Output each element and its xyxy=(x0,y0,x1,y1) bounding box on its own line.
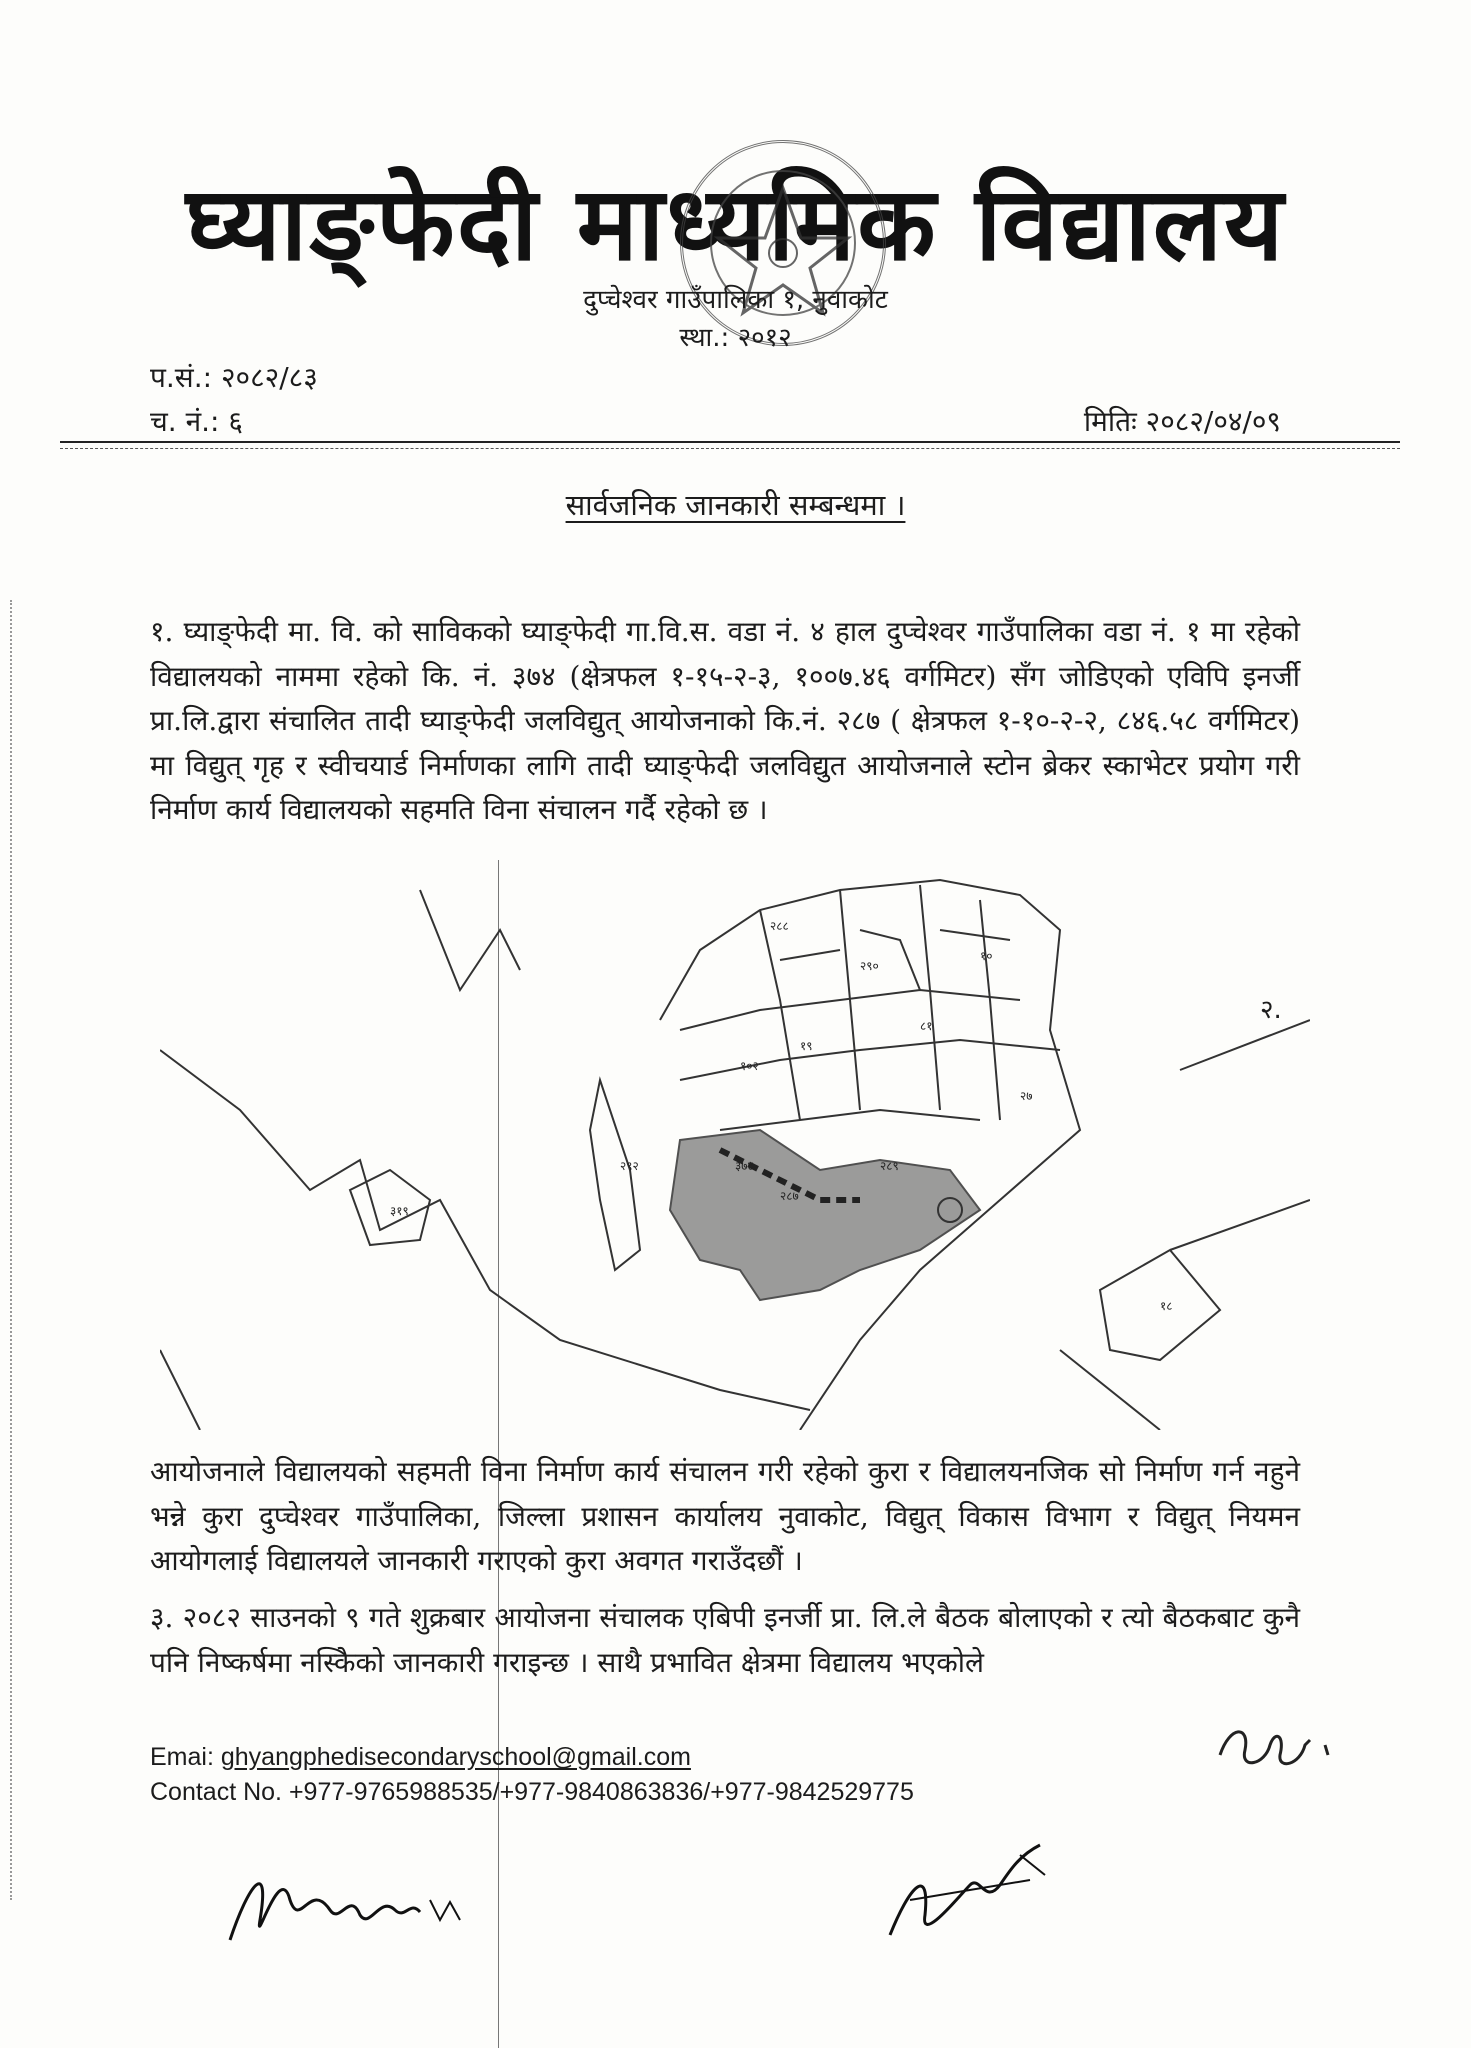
reference-number: प.सं.: २०८२/८३ xyxy=(150,361,318,394)
map-parcel-number: १०२ xyxy=(740,1059,759,1073)
scan-edge-mark xyxy=(10,600,12,1900)
map-parcel-number: १९ xyxy=(800,1039,813,1053)
established-year: स्था.: २०१२ xyxy=(679,323,792,353)
map-parcel-number: १८ xyxy=(1160,1299,1173,1313)
header-divider xyxy=(60,441,1400,443)
dispatch-number: च. नं.: ६ xyxy=(150,405,243,438)
map-parcel-number: २८७ xyxy=(780,1189,799,1203)
map-parcel-number: ८१ xyxy=(920,1019,933,1033)
map-parcel-number: २८८ xyxy=(770,919,789,933)
map-parcel-number: २७ xyxy=(1020,1089,1033,1103)
map-parcel-number: ३७४ xyxy=(735,1159,754,1173)
paragraph-1: १. घ्याङ्फेदी मा. वि. को साविकको घ्याङ्फेदी गा.वि.स. वडा नं. ४ हाल दुप्चेश्वर गाउँपालिका वडा नं. १ मा रहेको विद्यालयको नाममा रहेको कि. नं. ३७४ (क्षेत्रफल १-१५-२-३, १००७.४६ वर्गमिटर) सँग जोडिएको एविपि इनर्जी प्रा.लि.द्वारा संचालित तादी घ्याङ्फेदी जलविद्युत् आयोजनाको कि.नं. २८७ ( क्षेत्रफल १-१०-२-२, ८४६.५८ वर्गमिटर) मा विद्युत् गृह र स्वीचयार्ड निर्माणका लागि तादी घ्याङ्फेदी जलविद्युत आयोजनाले स्टोन ब्रेकर स्काभेटर प्रयोग गरी निर्माण कार्य विद्यालयको सहमति विना संचालन गर्दै रहेको छ । xyxy=(150,615,1300,826)
email-label: Emai: xyxy=(150,1743,214,1771)
map-boundary-top xyxy=(420,890,520,990)
map-parcel-number: ३१९ xyxy=(390,1204,409,1218)
contact-numbers: Contact No. +977-9765988535/+977-9840863836/+977-9842529775 xyxy=(150,1778,914,1806)
map-highlighted-parcel xyxy=(670,1130,980,1300)
email-address[interactable]: ghyangphedisecondaryschool@gmail.com xyxy=(220,1743,691,1771)
school-name: घ्याङ्फेदी माध्यमिक विद्यालय xyxy=(185,165,1286,284)
school-address: दुप्चेश्वर गाउँपालिका १, नुवाकोट xyxy=(583,285,888,315)
subject-heading: सार्वजनिक जानकारी सम्बन्धमा । xyxy=(565,488,906,522)
map-parcel-number: २९० xyxy=(860,959,879,973)
handwritten-initials xyxy=(1210,1715,1370,1785)
paragraph-2: आयोजनाले विद्यालयको सहमती विना निर्माण कार्य संचालन गरी रहेको कुरा र विद्यालयनजिक सो निर्माण गर्न नहुने भन्ने कुरा दुप्चेश्वर गाउँपालिका, जिल्ला प्रशासन कार्यालय नुवाकोट, विद्युत् विकास विभाग र विद्युत् नियमन आयोगलाई विद्यालयले जानकारी गराएको कुरा अवगत गराउँदछौं । xyxy=(150,1455,1300,1577)
signature-right xyxy=(870,1825,1070,1965)
email-line xyxy=(150,1743,691,1772)
map-parcel-island xyxy=(590,1080,640,1270)
paragraph-2-number: २. xyxy=(1260,995,1282,1025)
header-divider-dashed xyxy=(60,448,1400,449)
map-parcel-number: २९२ xyxy=(620,1159,639,1173)
map-parcel-number: १० xyxy=(980,949,993,963)
letter-date: मितिः २०८२/०४/०९ xyxy=(1083,405,1281,438)
signature-left xyxy=(220,1840,480,1960)
map-parcel-number: २८९ xyxy=(880,1159,899,1173)
cadastral-map xyxy=(160,870,1310,1430)
paragraph-3: ३. २०८२ साउनको ९ गते शुक्रबार आयोजना संचालक एबिपी इनर्जी प्रा. लि.ले बैठक बोलाएको र त्यो बैठकबाट कुनै पनि निष्कर्षमा नस्किेको जानकारी गराइन्छ । साथै प्रभावित क्षेत्रमा विद्यालय भएकोले xyxy=(150,1601,1300,1679)
